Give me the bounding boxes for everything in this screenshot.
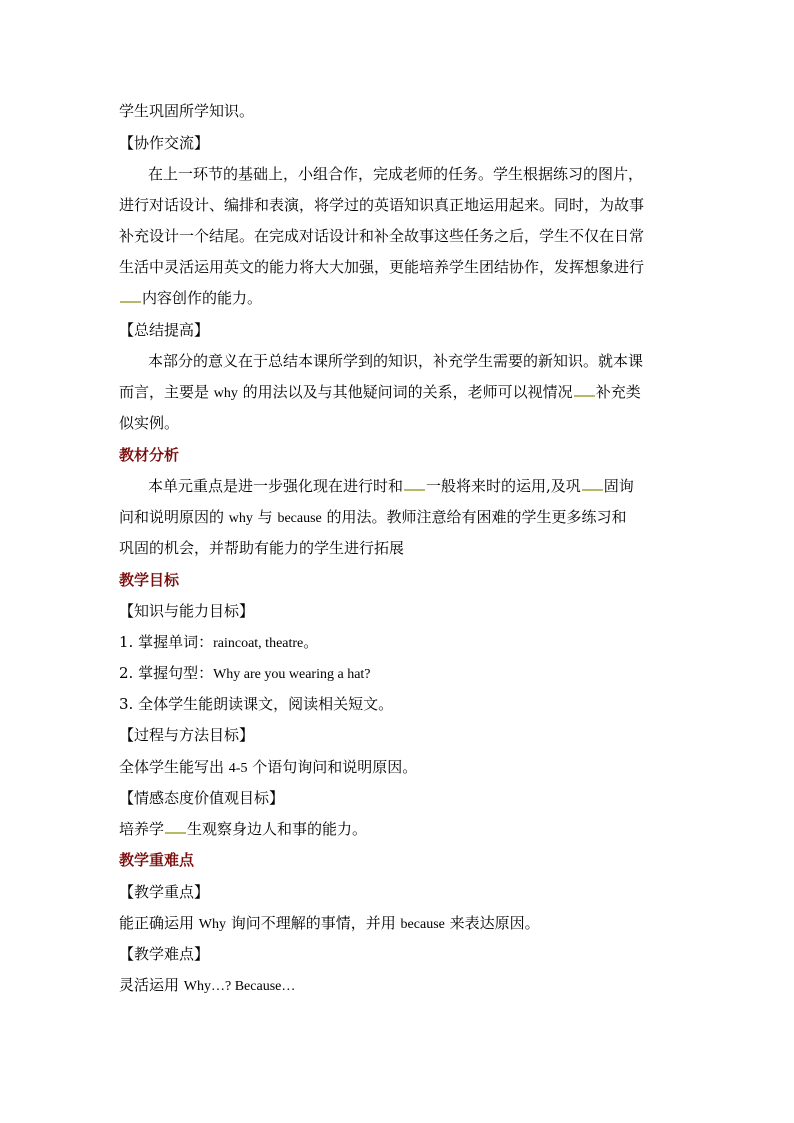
list-item bbox=[119, 663, 371, 685]
section-bracket-heading bbox=[119, 133, 209, 153]
text: 1. 掌握单词： bbox=[119, 633, 214, 651]
section-heading bbox=[119, 850, 194, 870]
paragraph-line bbox=[119, 538, 404, 558]
section-heading bbox=[119, 445, 179, 465]
text: 。 bbox=[303, 633, 319, 651]
text: 【协作交流】 bbox=[119, 134, 210, 152]
paragraph-line bbox=[148, 164, 643, 184]
text: 学生巩固所学知识。 bbox=[119, 102, 255, 120]
paragraph-line bbox=[119, 913, 540, 935]
text: why bbox=[228, 511, 253, 526]
paragraph-line bbox=[148, 351, 643, 371]
fill-blank bbox=[582, 477, 603, 491]
section-bracket-heading bbox=[119, 882, 209, 902]
section-bracket-heading bbox=[119, 320, 209, 340]
list-item bbox=[119, 694, 393, 714]
text: 【过程与方法目标】 bbox=[119, 726, 255, 744]
fill-blank bbox=[165, 820, 186, 834]
text: 询问不理解的事情，并用 bbox=[226, 914, 401, 932]
text: 3. 全体学生能朗读课文，阅读相关短文。 bbox=[119, 695, 394, 713]
text: 与 bbox=[252, 508, 278, 526]
paragraph-line bbox=[119, 975, 295, 997]
text: 【教学重点】 bbox=[119, 883, 210, 901]
text: 全体学生能写出 bbox=[119, 758, 229, 776]
text: 一般将来时的运用,及巩 bbox=[426, 477, 581, 495]
section-bracket-heading bbox=[119, 601, 254, 621]
text: because bbox=[400, 917, 445, 932]
section-bracket-heading bbox=[119, 725, 254, 745]
fill-blank bbox=[120, 289, 141, 303]
paragraph-line bbox=[148, 476, 634, 496]
paragraph-line bbox=[119, 257, 644, 277]
text: 【总结提高】 bbox=[119, 321, 210, 339]
text: Why bbox=[198, 917, 226, 932]
paragraph-line bbox=[119, 413, 179, 433]
text: raincoat, theatre bbox=[213, 636, 304, 651]
paragraph-line bbox=[119, 819, 367, 839]
text: 巩固的机会，并帮助有能力的学生进行拓展 bbox=[119, 539, 405, 557]
text: why bbox=[213, 386, 238, 401]
text: 似实例。 bbox=[119, 414, 180, 432]
paragraph-line bbox=[119, 101, 254, 121]
text: 生观察身边人和事的能力。 bbox=[187, 820, 368, 838]
text: 内容创作的能力。 bbox=[142, 289, 263, 307]
text: 的用法。教师注意给有困难的学生更多练习和 bbox=[321, 508, 627, 526]
text: 教材分析 bbox=[119, 446, 180, 464]
text: 能正确运用 bbox=[119, 914, 199, 932]
text: 问和说明原因的 bbox=[119, 508, 229, 526]
text: 个语句询问和说明原因。 bbox=[247, 758, 418, 776]
text: Why are you wearing a hat? bbox=[213, 667, 371, 682]
text: 教学重难点 bbox=[119, 851, 195, 869]
text: 培养学 bbox=[119, 820, 165, 838]
paragraph-line bbox=[119, 195, 644, 215]
text: 补充设计一个结尾。在完成对话设计和补全故事这些任务之后，学生不仅在日常 bbox=[119, 227, 645, 245]
paragraph-line bbox=[119, 507, 627, 529]
paragraph-line bbox=[119, 382, 641, 404]
text: 来表达原因。 bbox=[444, 914, 540, 932]
text: 教学目标 bbox=[119, 571, 180, 589]
text: 而言，主要是 bbox=[119, 383, 214, 401]
text: 进行对话设计、编排和表演，将学过的英语知识真正地运用起来。同时，为故事 bbox=[119, 196, 645, 214]
text: 在上一环节的基础上，小组合作，完成老师的任务。学生根据练习的图片， bbox=[148, 165, 644, 183]
text: 【教学难点】 bbox=[119, 945, 210, 963]
text: 【知识与能力目标】 bbox=[119, 602, 255, 620]
text: 补充类 bbox=[595, 383, 641, 401]
text: 本单元重点是进一步强化现在进行时和 bbox=[148, 477, 404, 495]
text: 2. 掌握句型： bbox=[119, 664, 214, 682]
text: 4-5 bbox=[228, 761, 248, 776]
paragraph-line bbox=[119, 757, 417, 779]
fill-blank bbox=[404, 477, 425, 491]
paragraph-line bbox=[119, 226, 644, 246]
text: 生活中灵活运用英文的能力将大大加强，更能培养学生团结协作，发挥想象进行 bbox=[119, 258, 645, 276]
paragraph-line bbox=[119, 288, 262, 308]
text: 灵活运用 bbox=[119, 976, 184, 994]
section-bracket-heading bbox=[119, 944, 209, 964]
text: Why…? Because… bbox=[183, 979, 296, 994]
text: because bbox=[277, 511, 322, 526]
text: 【情感态度价值观目标】 bbox=[119, 789, 285, 807]
section-bracket-heading bbox=[119, 788, 284, 808]
section-heading bbox=[119, 570, 179, 590]
text: 的用法以及与其他疑问词的关系，老师可以视情况 bbox=[237, 383, 573, 401]
fill-blank bbox=[574, 383, 595, 397]
list-item bbox=[119, 632, 318, 654]
text: 固询 bbox=[603, 477, 634, 495]
text: 本部分的意义在于总结本课所学到的知识，补充学生需要的新知识。就本课 bbox=[148, 352, 644, 370]
